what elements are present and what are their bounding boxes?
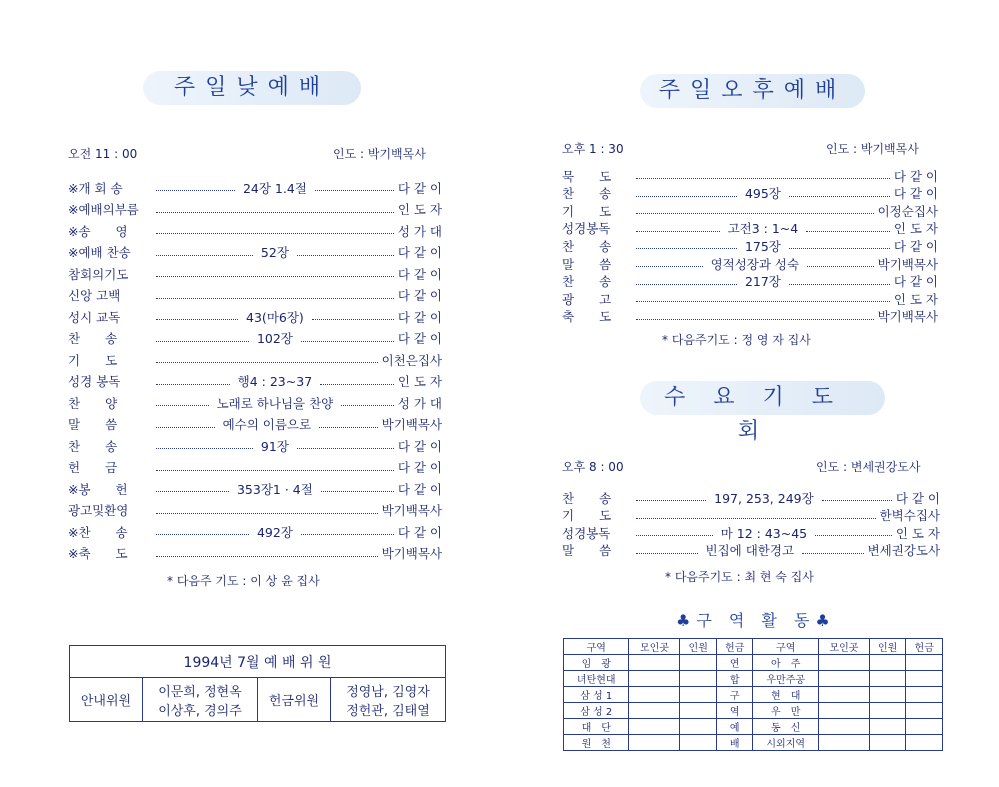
leader-dots [636, 553, 698, 554]
order-responsible: 다 같 이 [893, 186, 938, 202]
district-cell [680, 671, 717, 687]
order-label: 참회의기도 [68, 266, 129, 282]
district-cell [906, 687, 943, 703]
order-label: 성시 교독 [68, 309, 121, 325]
district-header-cell: 인원 [869, 639, 906, 655]
usher-names [143, 678, 258, 722]
leader-dots [301, 341, 394, 342]
district-row [564, 687, 943, 703]
leader-dots [156, 276, 394, 277]
order-row [562, 306, 938, 327]
order-row [68, 521, 442, 542]
order-label: 성경 봉독 [68, 374, 121, 389]
district-cell [818, 735, 869, 751]
leader-dots [297, 255, 394, 256]
leader-dots [156, 556, 378, 557]
order-label: 찬 송 [562, 274, 612, 290]
district-cell [629, 703, 680, 719]
leader-dots [636, 266, 703, 267]
leader-dots [636, 518, 876, 519]
order-responsible: 인 도 자 [893, 221, 939, 237]
order-row [68, 414, 442, 435]
district-cell: 배 [716, 735, 753, 751]
order-label: 말 씀 [562, 543, 612, 558]
order-responsible: 다 같 이 [397, 524, 442, 540]
district-cell: 삼 성 2 [564, 703, 629, 719]
district-header-cell: 구역 [753, 639, 818, 655]
district-cell [906, 735, 943, 751]
district-row [564, 671, 943, 687]
leader-dots [636, 213, 874, 214]
order-label: ※봉 헌 [68, 481, 128, 497]
order-responsible: 다 같 이 [893, 238, 938, 254]
order-label: 찬 송 [68, 438, 118, 454]
order-detail: 175장 [744, 238, 781, 254]
district-table [563, 638, 943, 751]
order-responsible: 한벽수집사 [879, 508, 940, 523]
leader-dots [156, 470, 394, 471]
district-cell [869, 719, 906, 735]
order-responsible: 인 도 자 [397, 374, 443, 389]
district-cell: 예 [716, 719, 753, 735]
leader-dots [321, 491, 394, 492]
order-responsible: 박기백목사 [381, 503, 442, 518]
order-label: ※축 도 [68, 546, 128, 561]
order-responsible: 다 같 이 [397, 309, 443, 325]
order-responsible: 인 도 자 [397, 202, 442, 217]
district-header-cell: 헌금 [716, 639, 753, 655]
district-cell: 시외지역 [753, 735, 818, 751]
order-row [68, 199, 442, 220]
order-responsible: 다 같 이 [397, 481, 442, 497]
district-header-cell: 헌금 [906, 639, 943, 655]
district-cell: 구 [716, 687, 753, 703]
leader-dots [156, 341, 249, 342]
district-cell: 아 주 [753, 655, 818, 671]
order-responsible: 변세권강도사 [867, 543, 941, 558]
district-cell: 삼 성 1 [564, 687, 629, 703]
order-responsible: 다 같 이 [397, 245, 443, 260]
district-cell [818, 687, 869, 703]
district-cell [629, 655, 680, 671]
usher-names-2: 이상후, 경의주 [158, 703, 242, 719]
district-cell: 우 만 [753, 703, 818, 719]
order-label: ※송 영 [68, 223, 128, 239]
leader-dots [636, 178, 890, 179]
district-cell: 원 천 [564, 735, 629, 751]
order-detail: 91장 [260, 438, 289, 454]
usher-names-1: 이문희, 정현옥 [158, 684, 242, 700]
order-detail: 52장 [260, 245, 289, 260]
district-cell [869, 735, 906, 751]
district-cell [818, 671, 869, 687]
order-label: 기 도 [68, 352, 118, 368]
leader-dots [636, 284, 737, 285]
order-label: 광 고 [562, 291, 612, 307]
wednesday-time: 오후 8 : 00 [562, 460, 624, 474]
district-title: ♣구 역 활 동♣ [676, 611, 836, 630]
leader-dots [156, 298, 394, 299]
order-responsible: 이천은집사 [381, 352, 442, 368]
leader-dots [156, 255, 253, 256]
district-row [564, 703, 943, 719]
leader-dots [297, 448, 394, 449]
district-cell [869, 687, 906, 703]
leader-dots [636, 535, 713, 536]
district-cell [629, 719, 680, 735]
district-header-cell: 모인곳 [629, 639, 680, 655]
leader-dots [802, 553, 864, 554]
district-cell [906, 655, 943, 671]
district-cell [680, 703, 717, 719]
order-row [68, 392, 442, 413]
order-detail: 예수의 이름으로 [222, 417, 312, 432]
morning-leader: 인도 : 박기백목사 [333, 147, 426, 161]
offering-label: 헌금위원 [258, 678, 331, 722]
leader-dots [156, 233, 394, 234]
district-cell: 역 [716, 703, 753, 719]
order-detail: 492장 [256, 524, 293, 540]
order-detail: 102장 [256, 331, 293, 346]
wednesday-next-prayer: * 다음주기도 : 최 현 숙 집사 [665, 570, 814, 584]
order-detail: 43(마6장) [246, 309, 304, 325]
order-detail: 353장1 · 4절 [236, 481, 313, 497]
district-header-row [564, 639, 943, 655]
committee-table [69, 645, 446, 722]
order-label: ※예배 찬송 [68, 245, 131, 260]
leader-dots [806, 231, 890, 232]
order-responsible: 다 같 이 [397, 438, 443, 454]
district-cell [629, 671, 680, 687]
district-header-cell: 모인곳 [818, 639, 869, 655]
leader-dots [156, 190, 235, 191]
district-cell [818, 719, 869, 735]
morning-next-prayer: * 다음주 기도 : 이 상 윤 집사 [167, 574, 320, 588]
order-row [68, 263, 442, 284]
offering-names [331, 678, 446, 722]
leader-dots [312, 319, 394, 320]
order-responsible: 박기백목사 [877, 309, 938, 325]
order-detail: 495장 [744, 186, 781, 202]
order-detail: 고전3 : 1~4 [727, 221, 799, 237]
leader-dots [156, 319, 238, 320]
leader-dots [636, 248, 737, 249]
leader-dots [807, 266, 874, 267]
order-detail: 마 12 : 43~45 [720, 525, 808, 541]
offering-names-2: 정헌관, 김태열 [346, 703, 430, 719]
leader-dots [156, 448, 253, 449]
afternoon-time: 오후 1 : 30 [562, 142, 624, 156]
district-cell [680, 735, 717, 751]
order-row [68, 371, 442, 392]
district-cell: 합 [716, 671, 753, 687]
order-responsible: 다 같 이 [893, 274, 938, 290]
leader-dots [156, 212, 394, 213]
order-responsible: 다 같 이 [895, 490, 941, 506]
order-row [68, 328, 442, 349]
leader-dots [301, 534, 394, 535]
district-cell [869, 703, 906, 719]
order-responsible: 인 도 자 [895, 525, 940, 541]
district-header-cell: 구역 [564, 639, 629, 655]
leader-dots [822, 500, 892, 501]
order-row [68, 220, 442, 241]
leader-dots [789, 248, 890, 249]
district-row [564, 655, 943, 671]
leader-dots [636, 319, 874, 320]
order-label: 찬 송 [562, 238, 612, 254]
order-label: ※개 회 송 [68, 180, 123, 196]
order-detail: 197, 253, 249장 [714, 490, 814, 506]
leader-dots [815, 535, 892, 536]
order-label: 기 도 [562, 203, 612, 219]
order-row [68, 435, 442, 456]
order-responsible: 인 도 자 [893, 291, 938, 307]
order-label: 성경봉독 [562, 221, 611, 237]
leader-dots [156, 384, 230, 385]
order-label: 광고및환영 [68, 503, 129, 518]
order-detail: 행4 : 23~37 [237, 374, 313, 389]
order-row [68, 177, 442, 198]
order-label: 기 도 [562, 508, 612, 523]
leader-dots [156, 405, 209, 406]
order-responsible: 박기백목사 [877, 256, 939, 272]
leader-dots [319, 427, 378, 428]
district-cell: 현 대 [753, 687, 818, 703]
district-cell: 연 [716, 655, 753, 671]
district-cell [680, 687, 717, 703]
order-label: ※예배의부름 [68, 202, 139, 217]
district-header-cell: 인원 [680, 639, 717, 655]
leader-dots [789, 196, 890, 197]
order-label: 신앙 고백 [68, 288, 121, 303]
order-label: 말 씀 [562, 256, 612, 272]
district-cell: 임 광 [564, 655, 629, 671]
order-label: ※찬 송 [68, 524, 128, 540]
order-detail: 빈집에 대한경고 [705, 543, 795, 558]
afternoon-title: 주일오후예배 [640, 74, 865, 108]
order-detail: 217장 [744, 274, 781, 290]
order-responsible: 성 가 대 [397, 395, 442, 411]
leader-dots [156, 513, 378, 514]
leader-dots [789, 284, 890, 285]
district-cell [906, 719, 943, 735]
district-cell [869, 671, 906, 687]
wednesday-leader: 인도 : 변세권강도사 [816, 460, 921, 474]
district-cell [629, 735, 680, 751]
leader-dots [636, 500, 706, 501]
wednesday-title: 수요기도회 [640, 381, 885, 415]
district-cell: 녀탄현대 [564, 671, 629, 687]
committee-title: 1994년 7월 예 배 위 원 [70, 646, 446, 678]
district-cell [680, 655, 717, 671]
leader-dots [156, 534, 249, 535]
district-cell [818, 655, 869, 671]
order-row [562, 540, 940, 561]
order-responsible: 다 같 이 [397, 331, 442, 346]
order-responsible: 다 같 이 [397, 180, 443, 196]
leader-dots [156, 491, 229, 492]
district-cell: 우만주공 [753, 671, 818, 687]
leader-dots [315, 190, 394, 191]
order-label: 찬 양 [68, 395, 118, 411]
order-row [68, 543, 442, 564]
district-cell [906, 703, 943, 719]
morning-time: 오전 11 : 00 [68, 147, 138, 161]
offering-names-1: 정영남, 김영자 [346, 684, 430, 700]
order-label: 성경봉독 [562, 525, 611, 541]
order-responsible: 박기백목사 [381, 546, 442, 561]
order-row [68, 349, 442, 370]
afternoon-next-prayer: * 다음주기도 : 정 영 자 집사 [662, 333, 811, 347]
order-responsible: 성 가 대 [397, 223, 442, 239]
leader-dots [341, 405, 394, 406]
order-row [68, 306, 442, 327]
district-row [564, 735, 943, 751]
order-label: 찬 송 [562, 490, 612, 506]
leader-dots [320, 384, 394, 385]
district-cell [680, 719, 717, 735]
morning-title: 주일낮예배 [143, 71, 361, 105]
order-detail: 영적성장과 성숙 [710, 256, 800, 272]
order-label: 축 도 [562, 309, 612, 325]
order-row [68, 242, 442, 263]
order-row [68, 478, 442, 499]
order-responsible: 다 같 이 [397, 266, 442, 282]
order-responsible: 다 같 이 [893, 168, 938, 184]
district-cell: 대 단 [564, 719, 629, 735]
district-cell: 동 신 [753, 719, 818, 735]
order-label: 말 씀 [68, 417, 118, 432]
district-row [564, 719, 943, 735]
district-cell [629, 687, 680, 703]
district-cell [906, 671, 943, 687]
afternoon-leader: 인도 : 박기백목사 [826, 142, 919, 156]
leader-dots [156, 362, 378, 363]
order-row [68, 500, 442, 521]
order-responsible: 다 같 이 [397, 460, 442, 475]
order-label: 찬 송 [562, 186, 612, 202]
usher-label: 안내위원 [70, 678, 143, 722]
order-detail: 24장 1.4절 [242, 180, 307, 196]
order-label: 헌 금 [68, 460, 118, 475]
order-row [68, 457, 442, 478]
order-responsible: 이정순집사 [877, 203, 938, 219]
leader-dots [636, 231, 720, 232]
leader-dots [636, 301, 890, 302]
order-label: 묵 도 [562, 168, 612, 184]
order-responsible: 박기백목사 [381, 417, 443, 432]
district-cell [869, 655, 906, 671]
order-responsible: 다 같 이 [397, 288, 442, 303]
leader-dots [156, 427, 215, 428]
district-cell [818, 703, 869, 719]
leader-dots [636, 196, 737, 197]
order-row [68, 285, 442, 306]
order-detail: 노래로 하나님을 찬양 [216, 395, 334, 411]
order-label: 찬 송 [68, 331, 118, 346]
